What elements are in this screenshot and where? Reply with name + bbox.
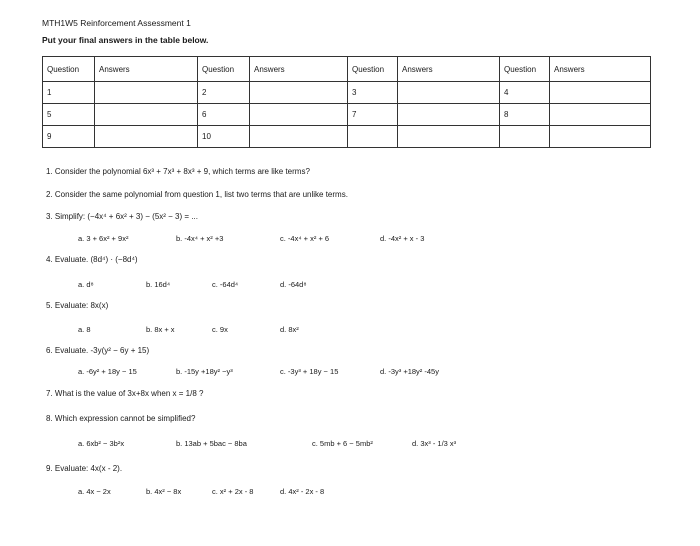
option-a: a. 6xb² − 3b²x <box>78 439 125 448</box>
header-answers-3: Answers <box>398 57 500 82</box>
option-a: a. 4x − 2x <box>78 487 111 496</box>
question-number-cell <box>348 126 398 148</box>
question-3 <box>46 212 198 221</box>
answer-cell[interactable] <box>550 104 651 126</box>
question-text: Simplify: (−4x⁴ + 6x² + 3) − (5x² − 3) = ... <box>54 212 198 221</box>
question-text: Evaluate: 4x(x - 2). <box>54 464 123 473</box>
option-c: c. -64d⁴ <box>212 280 239 289</box>
answer-table-header-row <box>43 57 651 82</box>
question-number-cell: 6 <box>198 104 250 126</box>
answer-cell[interactable] <box>398 104 500 126</box>
question-text: Consider the same polynomial from question 1, list two terms that are unlike terms. <box>54 190 348 199</box>
page-title: MTH1W5 Reinforcement Assessment 1 <box>42 18 191 28</box>
answer-table <box>42 56 651 148</box>
question-number: 9. <box>46 464 53 473</box>
option-b: b. 4x² − 8x <box>146 487 182 496</box>
question-text: What is the value of 3x+8x when x = 1/8 ? <box>54 389 204 398</box>
option-b: b. 13ab + 5bac − 8ba <box>176 439 247 448</box>
option-b: b. 8x + x <box>146 325 175 334</box>
option-c: c. -3y³ + 18y − 15 <box>280 367 339 376</box>
option-d: d. 4x² - 2x - 8 <box>280 487 325 496</box>
question-text: Which expression cannot be simplified? <box>54 414 196 423</box>
question-number-cell: 5 <box>43 104 95 126</box>
answer-cell[interactable] <box>95 126 198 148</box>
question-4 <box>46 255 138 264</box>
question-number: 6. <box>46 346 53 355</box>
option-d: d. -4x² + x - 3 <box>380 234 425 243</box>
answer-cell[interactable] <box>250 82 348 104</box>
question-number: 1. <box>46 167 53 176</box>
question-number-cell: 1 <box>43 82 95 104</box>
question-number: 5. <box>46 301 53 310</box>
question-number-cell: 2 <box>198 82 250 104</box>
answer-cell[interactable] <box>250 104 348 126</box>
option-d: d. 3x³ - 1/3 x³ <box>412 439 457 448</box>
question-text: Evaluate. -3y(y² − 6y + 15) <box>54 346 150 355</box>
instruction-text: Put your final answers in the table below. <box>42 35 209 45</box>
option-c: c. x² + 2x - 8 <box>212 487 254 496</box>
header-question-4: Question <box>500 57 550 82</box>
question-1 <box>46 167 310 176</box>
question-text: Evaluate: 8x(x) <box>54 301 109 310</box>
question-6 <box>46 346 149 355</box>
option-a: a. 8 <box>78 325 91 334</box>
question-number-cell: 8 <box>500 104 550 126</box>
question-number: 8. <box>46 414 53 423</box>
header-answers-2: Answers <box>250 57 348 82</box>
question-number-cell: 7 <box>348 104 398 126</box>
answer-cell[interactable] <box>550 126 651 148</box>
question-number: 2. <box>46 190 53 199</box>
question-2 <box>46 190 348 199</box>
question-number: 3. <box>46 212 53 221</box>
option-a: a. 3 + 6x² + 9x² <box>78 234 129 243</box>
header-answers-1: Answers <box>95 57 198 82</box>
question-text: Consider the polynomial 6x³ + 7x³ + 8x³ + 9, which terms are like terms? <box>54 167 310 176</box>
option-d: d. -3y³ +18y² -45y <box>380 367 439 376</box>
option-a: a. d⁸ <box>78 280 94 289</box>
question-number-cell <box>500 126 550 148</box>
table-row <box>43 126 651 148</box>
question-number-cell: 10 <box>198 126 250 148</box>
question-7 <box>46 389 203 398</box>
option-d: d. 8x² <box>280 325 299 334</box>
answer-cell[interactable] <box>95 104 198 126</box>
header-question-1: Question <box>43 57 95 82</box>
question-number-cell: 4 <box>500 82 550 104</box>
question-text: Evaluate. (8d⁴) · (−8d⁴) <box>54 255 138 264</box>
header-answers-4: Answers <box>550 57 651 82</box>
question-number-cell: 9 <box>43 126 95 148</box>
option-b: b. -4x⁴ + x² +3 <box>176 234 224 243</box>
table-row <box>43 82 651 104</box>
option-b: b. -15y +18y² −y³ <box>176 367 233 376</box>
option-c: c. 5mb + 6 − 5mb² <box>312 439 373 448</box>
question-5 <box>46 301 108 310</box>
option-b: b. 16d⁴ <box>146 280 171 289</box>
question-number: 4. <box>46 255 53 264</box>
header-question-3: Question <box>348 57 398 82</box>
answer-cell[interactable] <box>398 82 500 104</box>
answer-cell[interactable] <box>95 82 198 104</box>
header-question-2: Question <box>198 57 250 82</box>
question-8 <box>46 414 195 423</box>
option-a: a. -6y² + 18y − 15 <box>78 367 137 376</box>
answer-cell[interactable] <box>550 82 651 104</box>
table-row <box>43 104 651 126</box>
question-9 <box>46 464 122 473</box>
option-c: c. 9x <box>212 325 228 334</box>
option-c: c. -4x⁴ + x² + 6 <box>280 234 330 243</box>
question-number-cell: 3 <box>348 82 398 104</box>
question-number: 7. <box>46 389 53 398</box>
answer-cell[interactable] <box>250 126 348 148</box>
answer-cell[interactable] <box>398 126 500 148</box>
option-d: d. -64d⁸ <box>280 280 307 289</box>
